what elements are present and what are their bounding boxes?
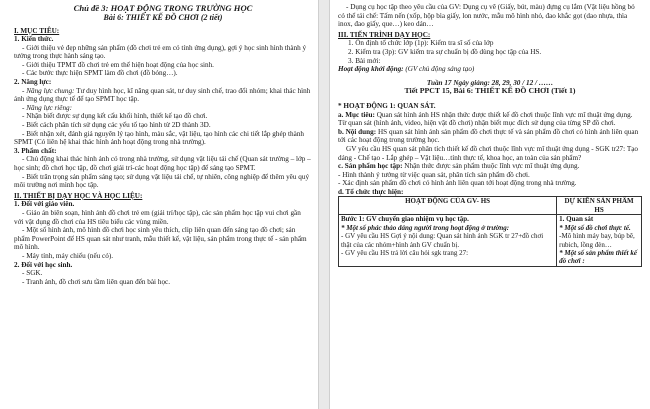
warmup-lead: Hoạt động khởi động: bbox=[338, 65, 404, 74]
knowledge-item: - Giới thiệu vẻ đẹp những sản phẩm (đồ chơi trẻ em có tính ứng dụng), gợi ý học sinh hình thành ý tưởng trong thực hành sáng tạo. bbox=[14, 43, 307, 61]
activity-1-heading: * HOẠT ĐỘNG 1: QUAN SÁT. bbox=[338, 101, 436, 110]
objective-lead: a. Mục tiêu: bbox=[338, 110, 375, 119]
step-1-lead: Bước 1: GV chuyển giao nhiệm vụ học tập. bbox=[341, 215, 469, 224]
knowledge-item: - Các bước thực hiện SPMT làm đồ chơi (đồ bóng…). bbox=[22, 69, 178, 78]
content-lead: b. Nội dung: bbox=[338, 127, 377, 136]
product bbox=[338, 162, 642, 171]
real-toys: * Một số đồ chơi thực tế. bbox=[559, 223, 631, 232]
procedure-step: 2. Kiểm tra (3p): GV kiểm tra sự chuẩn bị đồ dùng học tập của HS. bbox=[348, 47, 542, 56]
teacher-item: - Máy tính, máy chiếu (nếu có). bbox=[22, 251, 114, 260]
week-line: Tuần 17 Ngày giảng: 28, 29, 30 / 12 / …… bbox=[426, 78, 554, 87]
heading-qualities: 3. Phẩm chất: bbox=[14, 146, 57, 155]
page-gutter bbox=[318, 0, 330, 409]
topic-title: Chủ đề 3: HOẠT ĐỘNG TRONG TRƯỜNG HỌC bbox=[73, 3, 253, 13]
product-lead: c. Sản phẩm học tập: bbox=[338, 162, 403, 171]
specific-item: - Nhận biết được sự dụng kết cấu khối hình, thiết kế tạo đồ chơi. bbox=[22, 112, 208, 121]
procedure-step: 3. Bài mới: bbox=[348, 56, 381, 65]
objective bbox=[338, 111, 642, 128]
activity-table bbox=[338, 196, 642, 266]
lesson-title: Bài 6: THIẾT KẾ ĐỒ CHƠI (2 tiết) bbox=[103, 13, 223, 22]
table-header-activity: HOẠT ĐỘNG CỦA GV- HS bbox=[339, 197, 557, 215]
general-competency bbox=[14, 87, 312, 104]
product-cell bbox=[557, 215, 642, 266]
teacher-item: - Giáo án biên soạn, hình ảnh đồ chơi trẻ em (giải trí/học tập), các sản phẩm học tập vui chơi gần với vật dụng đồ chơi của HS tiêu biểu các vùng miền. bbox=[14, 208, 301, 226]
observe-heading: 1. Quan sát bbox=[559, 215, 594, 224]
specific-item: - Biết cách phân tích sử dụng các yếu tố tạo hình từ 2D thành 3D. bbox=[22, 121, 211, 130]
heading-knowledge: 1. Kiến thức. bbox=[14, 35, 54, 44]
table-header-product: DỰ KIẾN SẢN PHẨM HS bbox=[557, 197, 642, 215]
right-page bbox=[330, 0, 650, 409]
content bbox=[338, 128, 642, 145]
section-procedure: III. TIẾN TRÌNH DẠY HỌC: bbox=[338, 30, 431, 39]
warmup-text: (GV chủ động sáng tạo) bbox=[403, 65, 475, 74]
step-1-task: - GV yêu cầu HS Gợi ý nội dung: Quan sát hình ảnh SGK tr 27+đồ chơi thật của các nhóm+hình ảnh GV chuẩn bị. bbox=[341, 232, 544, 249]
general-competency-text: Tư duy hình học, kĩ năng quan sát, tư duy sinh chế, trao đổi nhóm; khai thác hình ảnh ứng dụng thực tế để tạo SPMT học tập. bbox=[14, 86, 311, 104]
step-1-question: - GV yêu cầu HS trả lời câu hỏi sgk trang 27: bbox=[341, 248, 469, 257]
section-equipment: II. THIẾT BỊ DẠY HỌC VÀ HỌC LIỆU: bbox=[14, 191, 143, 200]
quality-item: - Biết trân trọng sản phẩm sáng tạo; sử dụng vật liệu tái chế, tự nhiên, công nghiệp để thêm yêu quý môi trường nơi mình học tập. bbox=[14, 172, 310, 190]
objective-text: Quan sát hình ảnh HS nhận thức được thiết kế đồ chơi thuộc lĩnh vực mĩ thuật ứng dụng. Từ quan sát (hình ảnh, video, hiện vật đồ chơi) nhận biết mục đích sử dụng của từng SP đồ chơi. bbox=[338, 110, 633, 128]
table-row bbox=[339, 215, 642, 266]
student-item: - Tranh ảnh, đồ chơi sưu tầm liên quan đến bài học. bbox=[22, 277, 171, 286]
quality-item: - Chủ động khai thác hình ảnh có trong nhà trường, sử dụng vật liệu tái chế (Quan sát trường – lớp – học sinh; đồ chơi học tập, đồ chơi giải trí-các hoạt động học tập) để sáng tạo SPMT. bbox=[14, 155, 311, 172]
toy-examples: -Mô hình máy bay, búp bê, rubich, lồng đèn… bbox=[559, 232, 635, 249]
activity-cell bbox=[339, 215, 557, 266]
warmup-activity bbox=[338, 65, 642, 74]
procedure-step: 1. Ổn định tổ chức lớp (1p): Kiểm tra sĩ số của lớp bbox=[348, 39, 494, 48]
specific-item: - Biết nhận xét, đánh giá nguyên lý tạo hình, màu sắc, vật liệu, tạo hình các chi tiết lắp ghép thành SPMT (Có liên hệ khai thác hình ảnh hoạt động trong nhà trường). bbox=[14, 129, 305, 147]
product-detail: - Hình thành ý tưởng từ việc quan sát, phân tích sản phẩm đồ chơi. bbox=[338, 170, 530, 179]
toy-designs: * Một số sản phẩm thiết kế đồ chơi : bbox=[559, 248, 637, 266]
table-header-row bbox=[339, 197, 642, 215]
content-detail: GV yêu cầu HS quan sát phân tích thiết kế đồ chơi thuộc lĩnh vực mĩ thuật ứng dụng - SGK tr27: Tạo dáng - Chế tạo - Lắp ghép – Vật liệu…tính thực tế, khoa học, an toàn của sản phẩm? bbox=[338, 144, 638, 162]
content-text: HS quan sát hình ảnh sản phẩm đồ chơi thực tế và sản phẩm đồ chơi có hình ảnh liên quan tới các hoạt động trong trường học. bbox=[338, 127, 639, 145]
step-1-sketch: * Một số phác thảo dáng người trong hoạt động ở trường: bbox=[341, 223, 510, 232]
left-page bbox=[0, 0, 318, 409]
student-item: - SGK. bbox=[22, 269, 43, 278]
heading-competency: 2. Năng lực: bbox=[14, 78, 52, 87]
organization-heading: d. Tổ chức thực hiện: bbox=[338, 187, 404, 196]
teacher-item: - Một số hình ảnh, mô hình đồ chơi học sinh yêu thích, clip liên quan đến sáng tạo đồ chơi; sản phẩm PowerPoint để HS quan sát như tranh, mẫu thiết kế, vật liệu, sản phẩm trong thực tế - sản phẩm mô hình. bbox=[14, 226, 307, 252]
knowledge-item: - Giới thiệu TPMT đồ chơi trẻ em thể hiện hoạt động của học sinh. bbox=[22, 60, 214, 69]
heading-student: 2. Đối với học sinh. bbox=[14, 260, 73, 269]
section-objectives: I. MỤC TIÊU: bbox=[14, 26, 60, 35]
product-detail: - Xác định sản phẩm đồ chơi có hình ảnh liên quan tới hoạt động trong nhà trường. bbox=[338, 179, 577, 188]
product-text: Nhận thức được sản phẩm thuộc lĩnh vực mĩ thuật ứng dụng. bbox=[402, 162, 580, 171]
general-competency-lead: - Năng lực chung: bbox=[22, 86, 75, 95]
heading-teacher: 1. Đối với giáo viên. bbox=[14, 200, 75, 209]
period-line: Tiết PPCT 15, Bài 6: THIẾT KẾ ĐỒ CHƠI (Tiết 1) bbox=[404, 86, 576, 96]
specific-competency: - Năng lực riêng: bbox=[22, 103, 73, 112]
student-tools: - Dụng cụ học tập theo yêu cầu của GV: Dụng cụ vẽ (Giấy, bút, màu) đựng cụ lắm (Vật liệu hồng bỏ có thể tái chế: Tấm nến (xốp, hộp bìa giấy, lon nước, mẫu mô hình nhỏ, đao khắc gọt (dao nhựa, thìa inox, đao giấy, que…) keo dán… bbox=[338, 3, 635, 29]
